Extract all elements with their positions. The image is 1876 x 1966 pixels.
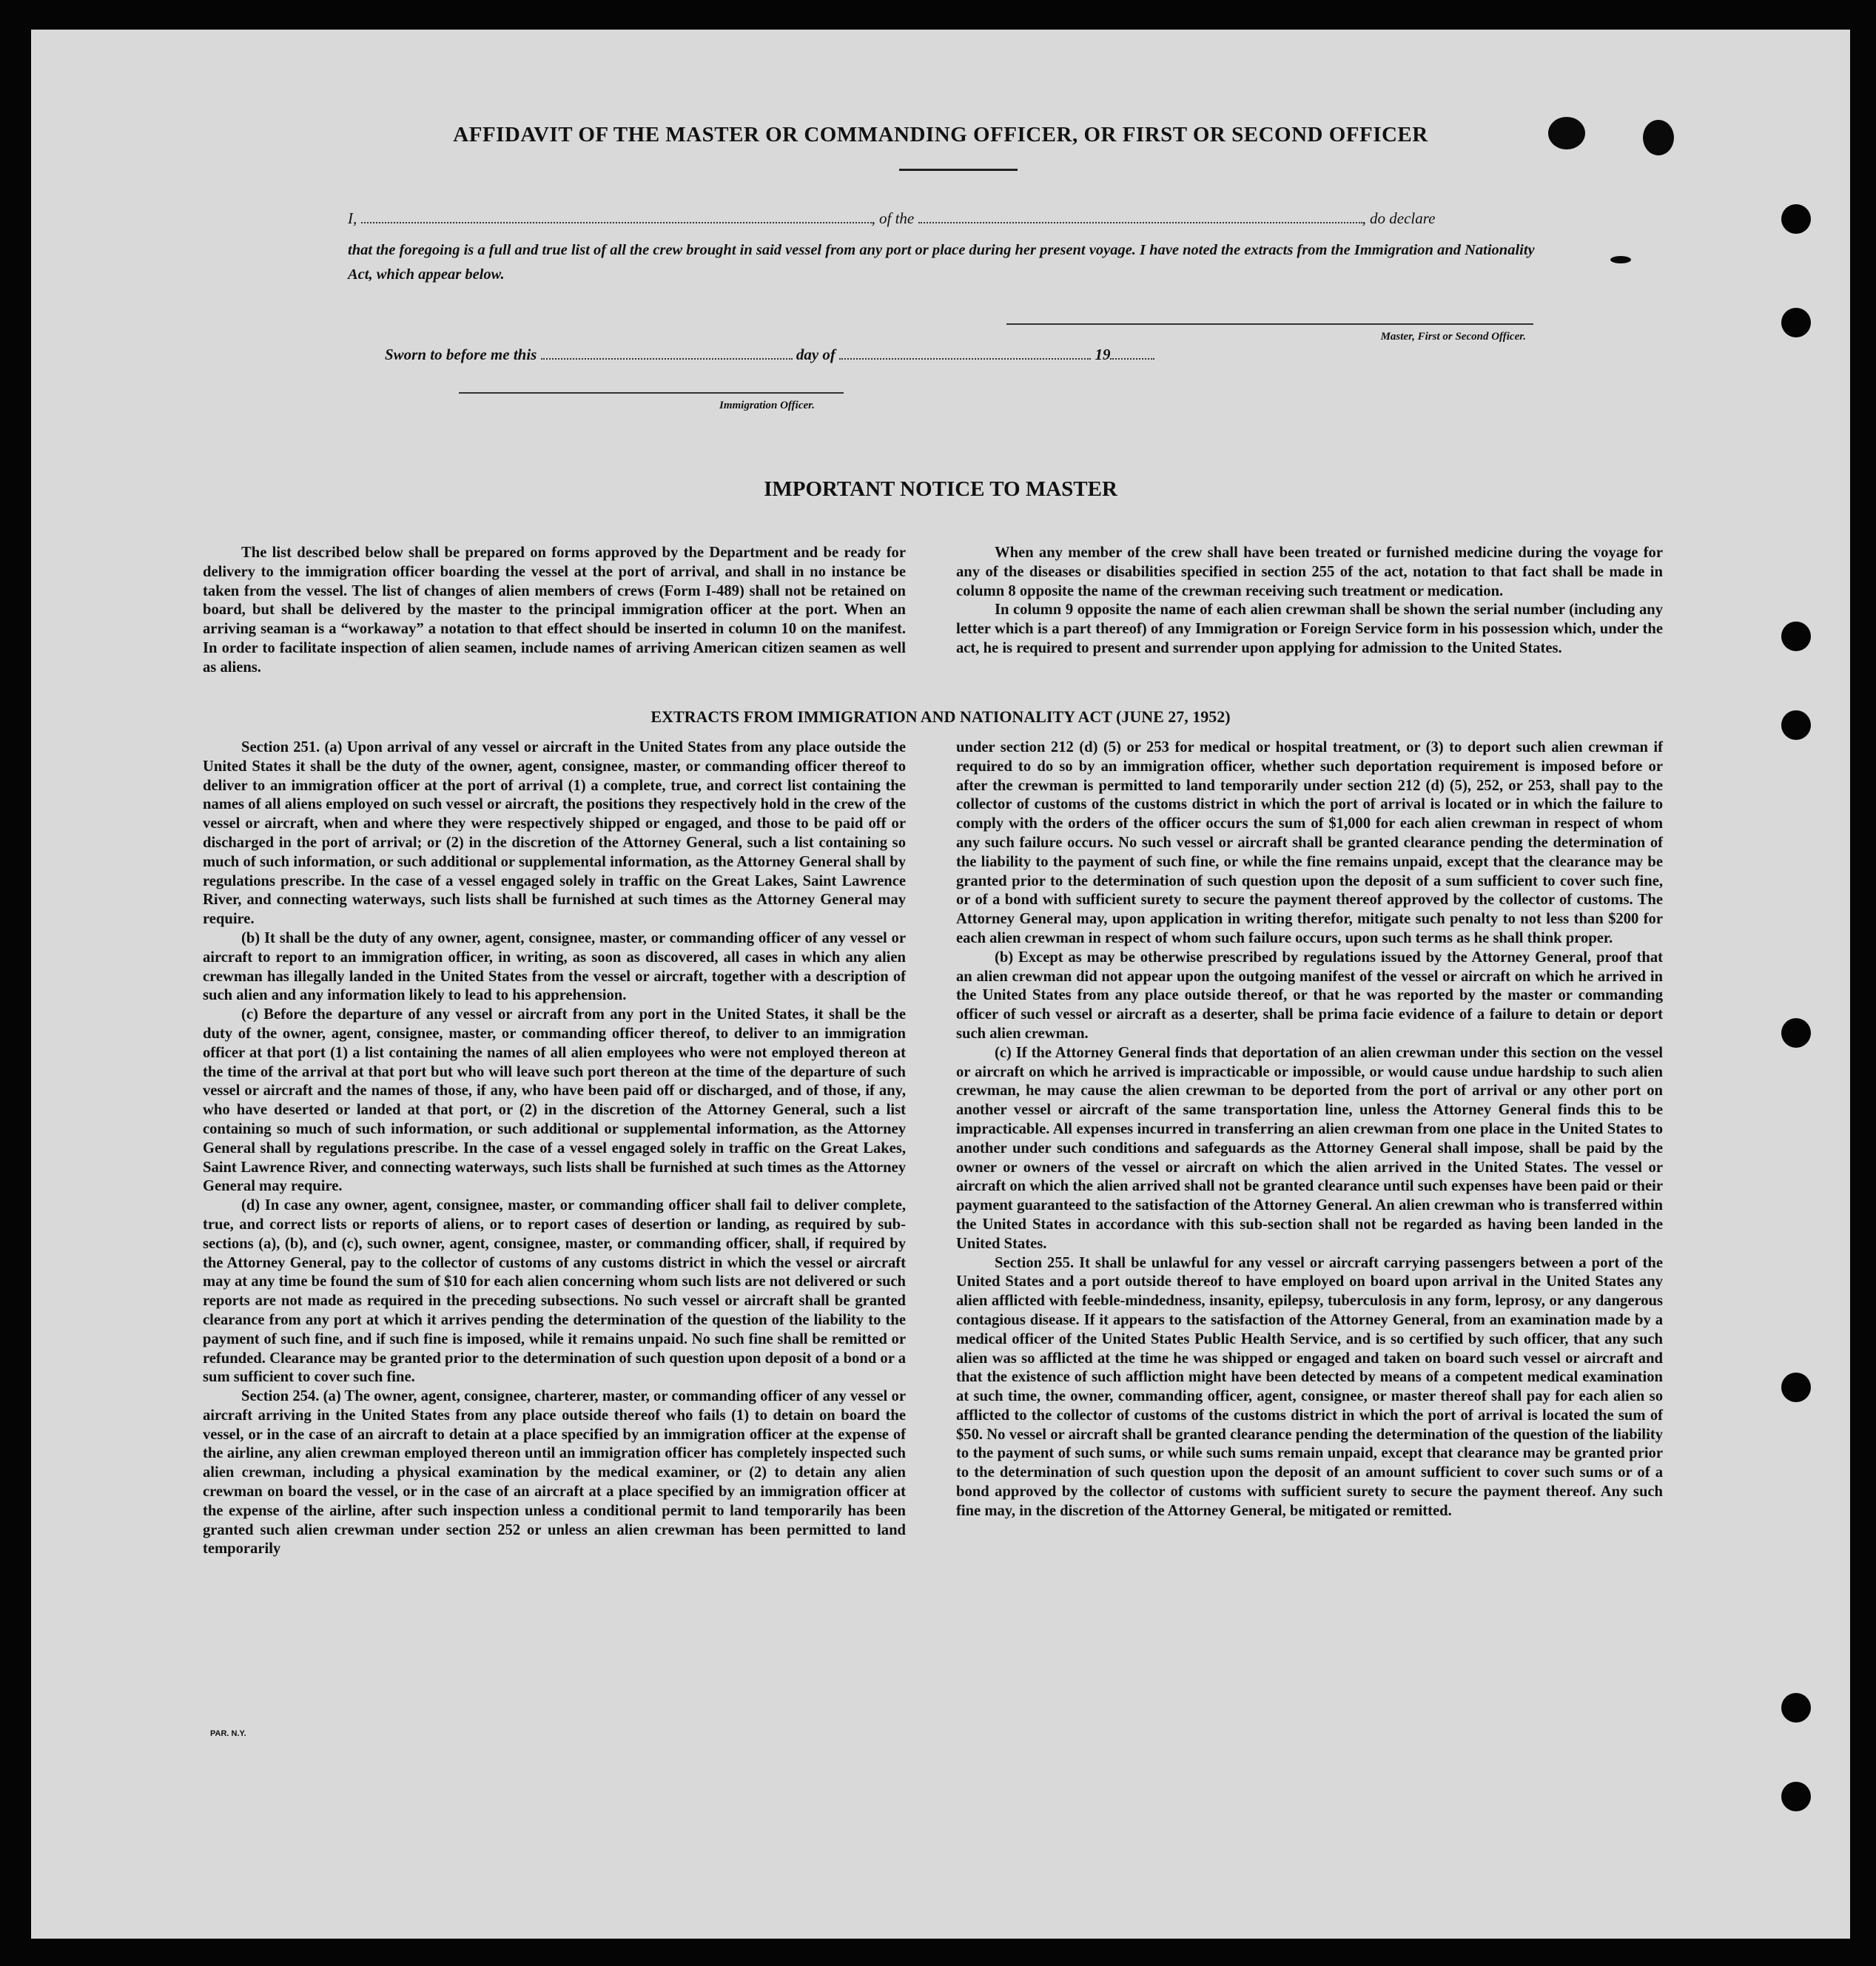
section-251-d: (d) In case any owner, agent, consignee, master, or commanding officer shall fail to deliver complete, true, and correct lists or reports of aliens, or to report cases of desertion or landing, as required by sub-sections (a), (b), and (c), such owner, agent, consignee, master, or commanding officer, shall, if required by the Attorney General, pay to the collector of customs of any customs district in which the vessel or aircraft may at any time be found the sum of $10 for each alien concerning whom such lists are not delivered or such reports are not made as required in the preceding subsections. No such vessel or aircraft shall be granted clearance from any port at which it arrives pending the determination of the question of the liability to the payment of such fine, and if such fine is imposed, while it remains unpaid. No such fine shall be remitted or refunded. Clearance may be granted prior to the determination of such question upon deposit of a bond or a sum sufficient to cover such fine. xyxy=(203,1197,906,1386)
sworn-day-field[interactable] xyxy=(541,346,793,360)
section-254-a: Section 254. (a) The owner, agent, consignee, charterer, master, or commanding officer of any vessel or aircraft arriving in the United States from any place outside thereof who fails (1) to detain on board the vessel, or in the case of an aircraft to detain at a place specified by an immigration officer at the expense of the airline, any alien crewman employed thereon until an immigration officer has completely inspected such alien crewman, including a physical examination by the medical examiner, or (2) to detain any alien crewman on board the vessel, or in the case of an aircraft at a place specified by an immigration officer at the expense of the airline, after such inspection unless a conditional permit to land temporarily has been granted such alien crewman under section 252 or unless an alien crewman has been permitted to land temporarily xyxy=(203,1388,906,1558)
punch-hole xyxy=(1781,622,1811,651)
punch-hole xyxy=(1781,1782,1811,1811)
sworn-prefix: Sworn to before me this xyxy=(385,346,537,363)
name-field[interactable] xyxy=(361,210,872,223)
master-signature-field[interactable] xyxy=(1006,323,1533,325)
sworn-year-field[interactable] xyxy=(1110,346,1154,360)
sworn-day-label: day of xyxy=(796,346,836,363)
section-251-c: (c) Before the departure of any vessel or aircraft from any port in the United States, it shall be the duty of the owner, agent, consignee, master, or commanding officer thereof, to deliver to an immigration officer at that port (1) a list containing the names of all alien employees who were not employed thereon at the time of the arrival at that port but who will leave such port thereon at the time of the departure of such vessel or aircraft and the names of those, if any, who have been paid off or discharged, and of those, if any, who have deserted or landed at that port, or (2) in the discretion of the Attorney General, such a list containing so much of such information, or such additional or supplemental information, as the Attorney General shall by regulations prescribe. In the case of a vessel engaged solely in traffic on the Great Lakes, Saint Lawrence River, and connecting waterways, such lists shall be furnished at such times as the Attorney General may require. xyxy=(203,1006,906,1195)
extracts-title: EXTRACTS FROM IMMIGRATION AND NATIONALITY ACT (JUNE 27, 1952) xyxy=(650,707,1231,726)
sworn-month-field[interactable] xyxy=(839,346,1091,360)
immigration-officer-caption: Immigration Officer. xyxy=(719,400,815,411)
section-254-b: (b) Except as may be otherwise prescribed by regulations issued by the Attorney General, proof that an alien crewman did not appear upon the outgoing manifest of the vessel or aircraft on which he arrived in the United States from any place outside thereof, or that he was reported by the master or commanding officer of such vessel or aircraft as a deserter, shall be prima facie evidence of a failure to detain or deport such alien crewman. xyxy=(956,949,1663,1042)
immigration-officer-signature-field[interactable] xyxy=(459,392,844,394)
title-rule xyxy=(899,169,1018,171)
master-signature-caption: Master, First or Second Officer. xyxy=(1380,331,1526,343)
vessel-field[interactable] xyxy=(918,210,1362,223)
declare-of: , of the xyxy=(871,209,915,227)
declare-suffix: , do declare xyxy=(1362,209,1436,227)
punch-hole xyxy=(1781,1018,1811,1048)
sworn-line xyxy=(385,346,1273,364)
section-254-a-continued: under section 212 (d) (5) or 253 for medical or hospital treatment, or (3) to deport such alien crewman if required to do so by an immigration officer, whether such deportation requirement is imposed before or after the crewman is permitted to land temporarily under section 212 (d) (5), 252, or 253, shall pay to the collector of customs of the customs district in which the port of arrival is located or in which the failure to comply with the orders of the officer occurs the sum of $1,000 for each alien crewman in respect of whom any such failure occurs. No such vessel or aircraft shall be granted clearance pending the determination of the liability to the payment of such fine, or while the fine remains unpaid, except that the clearance may be granted prior to the determination of such question upon the deposit of a sum sufficient to cover such fine, or of a bond with sufficient surety to secure the payment thereof approved by the collector of customs. The Attorney General may, upon application in writing therefor, mitigate such penalty to not less than $200 for each alien crewman in respect of whom such failure occurs, upon such terms as he shall think proper. xyxy=(956,739,1663,946)
document-page xyxy=(31,30,1850,1939)
punch-hole xyxy=(1781,1693,1811,1723)
notice-right-column xyxy=(956,544,1663,659)
notice-paragraph: In column 9 opposite the name of each alien crewman shall be shown the serial number (including any letter which is a part thereof) of any Immigration or Foreign Service form in his possession which, under the act, he is required to present and surrender upon applying for admission to the United States. xyxy=(956,602,1663,656)
form-code: PAR. N.Y. xyxy=(210,1729,246,1738)
extracts-right-column xyxy=(956,738,1663,1521)
affidavit-statement: that the foregoing is a full and true list of all the crew brought in said vessel from any port or place during her present voyage. I have noted the extracts from the Immigration and Nationality Act, which appear below. xyxy=(348,242,1535,283)
section-254-c: (c) If the Attorney General finds that deportation of an alien crewman under this section on the vessel or aircraft on which he arrived is impracticable or impossible, or would cause undue hardship to such alien crewman, he may cause the alien crewman to be deported from the port of arrival or any other port on another vessel or aircraft of the same transportation line, unless the Attorney General finds this to be impracticable. All expenses incurred in transferring an alien crewman from one place in the United States to another under such conditions and safeguards as the Attorney General shall impose, shall be paid by the owner or owners of the vessel or aircraft on which the alien arrived in the United States. The vessel or aircraft on which the alien arrived shall not be granted clearance until such expenses have been paid or their payment guaranteed to the satisfaction of the Attorney General. An alien crewman who is transferred within the United States in accordance with this sub-section shall not be regarded as having been landed in the United States. xyxy=(956,1044,1663,1252)
notice-paragraph: The list described below shall be prepared on forms approved by the Department and be ready for delivery to the immigration officer boarding the vessel at the port of arrival, and shall in no instance be taken from the vessel. The list of changes of alien members of crews (Form I-489) shall not be retained on board, but shall be delivered by the master to the principal immigration officer at the port. When an arriving seaman is a “workaway” a notation to that effect should be inserted in column 10 on the manifest. In order to facilitate inspection of alien seamen, include names of arriving American citizen seamen as well as aliens. xyxy=(203,545,906,676)
declare-prefix: I, xyxy=(348,209,357,227)
notice-title: IMPORTANT NOTICE TO MASTER xyxy=(764,477,1117,501)
extracts-left-column xyxy=(203,738,906,1559)
section-251-b: (b) It shall be the duty of any owner, agent, consignee, master, or commanding officer of any vessel or aircraft to report to an immigration officer, in writing, as soon as discovered, all cases in which any alien crewman has illegally landed in the United States from the vessel or aircraft, together with a description of such alien and any information likely to lead to his apprehension. xyxy=(203,929,906,1004)
section-251-a: Section 251. (a) Upon arrival of any vessel or aircraft in the United States from any place outside the United States it shall be the duty of the owner, agent, consignee, master, or commanding officer thereof to deliver to an immigration officer at the port of arrival (1) a complete, true, and correct list containing the names of all aliens employed on such vessel or aircraft, the positions they respectively hold in the crew of the vessel or aircraft, when and where they were respectively shipped or engaged, and those to be paid off or discharged in the port of arrival; or (2) in the discretion of the Attorney General, such a list containing so much of such information, or such additional or supplemental information, as the Attorney General shall by regulations prescribe. In the case of a vessel engaged solely in traffic on the Great Lakes, Saint Lawrence River, and connecting waterways, such lists shall be furnished at such times as the Attorney General may require. xyxy=(203,739,906,928)
section-255: Section 255. It shall be unlawful for any vessel or aircraft carrying passengers between a port of the United States and a port outside thereof to have employed on board upon arrival in the United States any alien afflicted with feeble-mindedness, insanity, epilepsy, tuberculosis in any form, leprosy, or any dangerous contagious disease. If it appears to the satisfaction of the Attorney General, from an examination made by a medical officer of the United States Public Health Service, and is so certified by such officer, that any such alien was so afflicted at the time he was shipped or engaged and taken on board such vessel or aircraft and that the existence of such affliction might have been detected by means of a competent medical examination at such time, the owner, commanding officer, agent, consignee, or master thereof shall pay for each alien so afflicted to the collector of customs of the customs district in which the port of arrival is located the sum of $50. No vessel or aircraft shall be granted clearance pending the determination of the question of the liability to the payment of such sums, or while such sums remain unpaid, except that clearance may be granted prior to the determination of such question upon the deposit of an amount sufficient to cover such sums or of a bond approved by the collector of customs with sufficient surety to secure the payment thereof. Any such fine may, in the discretion of the Attorney General, be mitigated or remitted. xyxy=(956,1254,1663,1519)
sworn-year-label: 19 xyxy=(1095,346,1111,363)
ink-blot xyxy=(1610,256,1631,263)
affidavit-title: AFFIDAVIT OF THE MASTER OR COMMANDING OFFICER, OR FIRST OR SECOND OFFICER xyxy=(453,123,1428,147)
punch-hole xyxy=(1781,1373,1811,1402)
declaration-line xyxy=(348,209,1547,228)
punch-hole xyxy=(1781,308,1811,337)
notice-paragraph: When any member of the crew shall have been treated or furnished medicine during the voyage for any of the diseases or disabilities specified in section 255 of the act, notation to that fact shall be made in column 8 opposite the name of the crewman receiving such treatment or medication. xyxy=(956,545,1663,599)
notice-left-column xyxy=(203,544,906,678)
punch-hole xyxy=(1781,204,1811,234)
